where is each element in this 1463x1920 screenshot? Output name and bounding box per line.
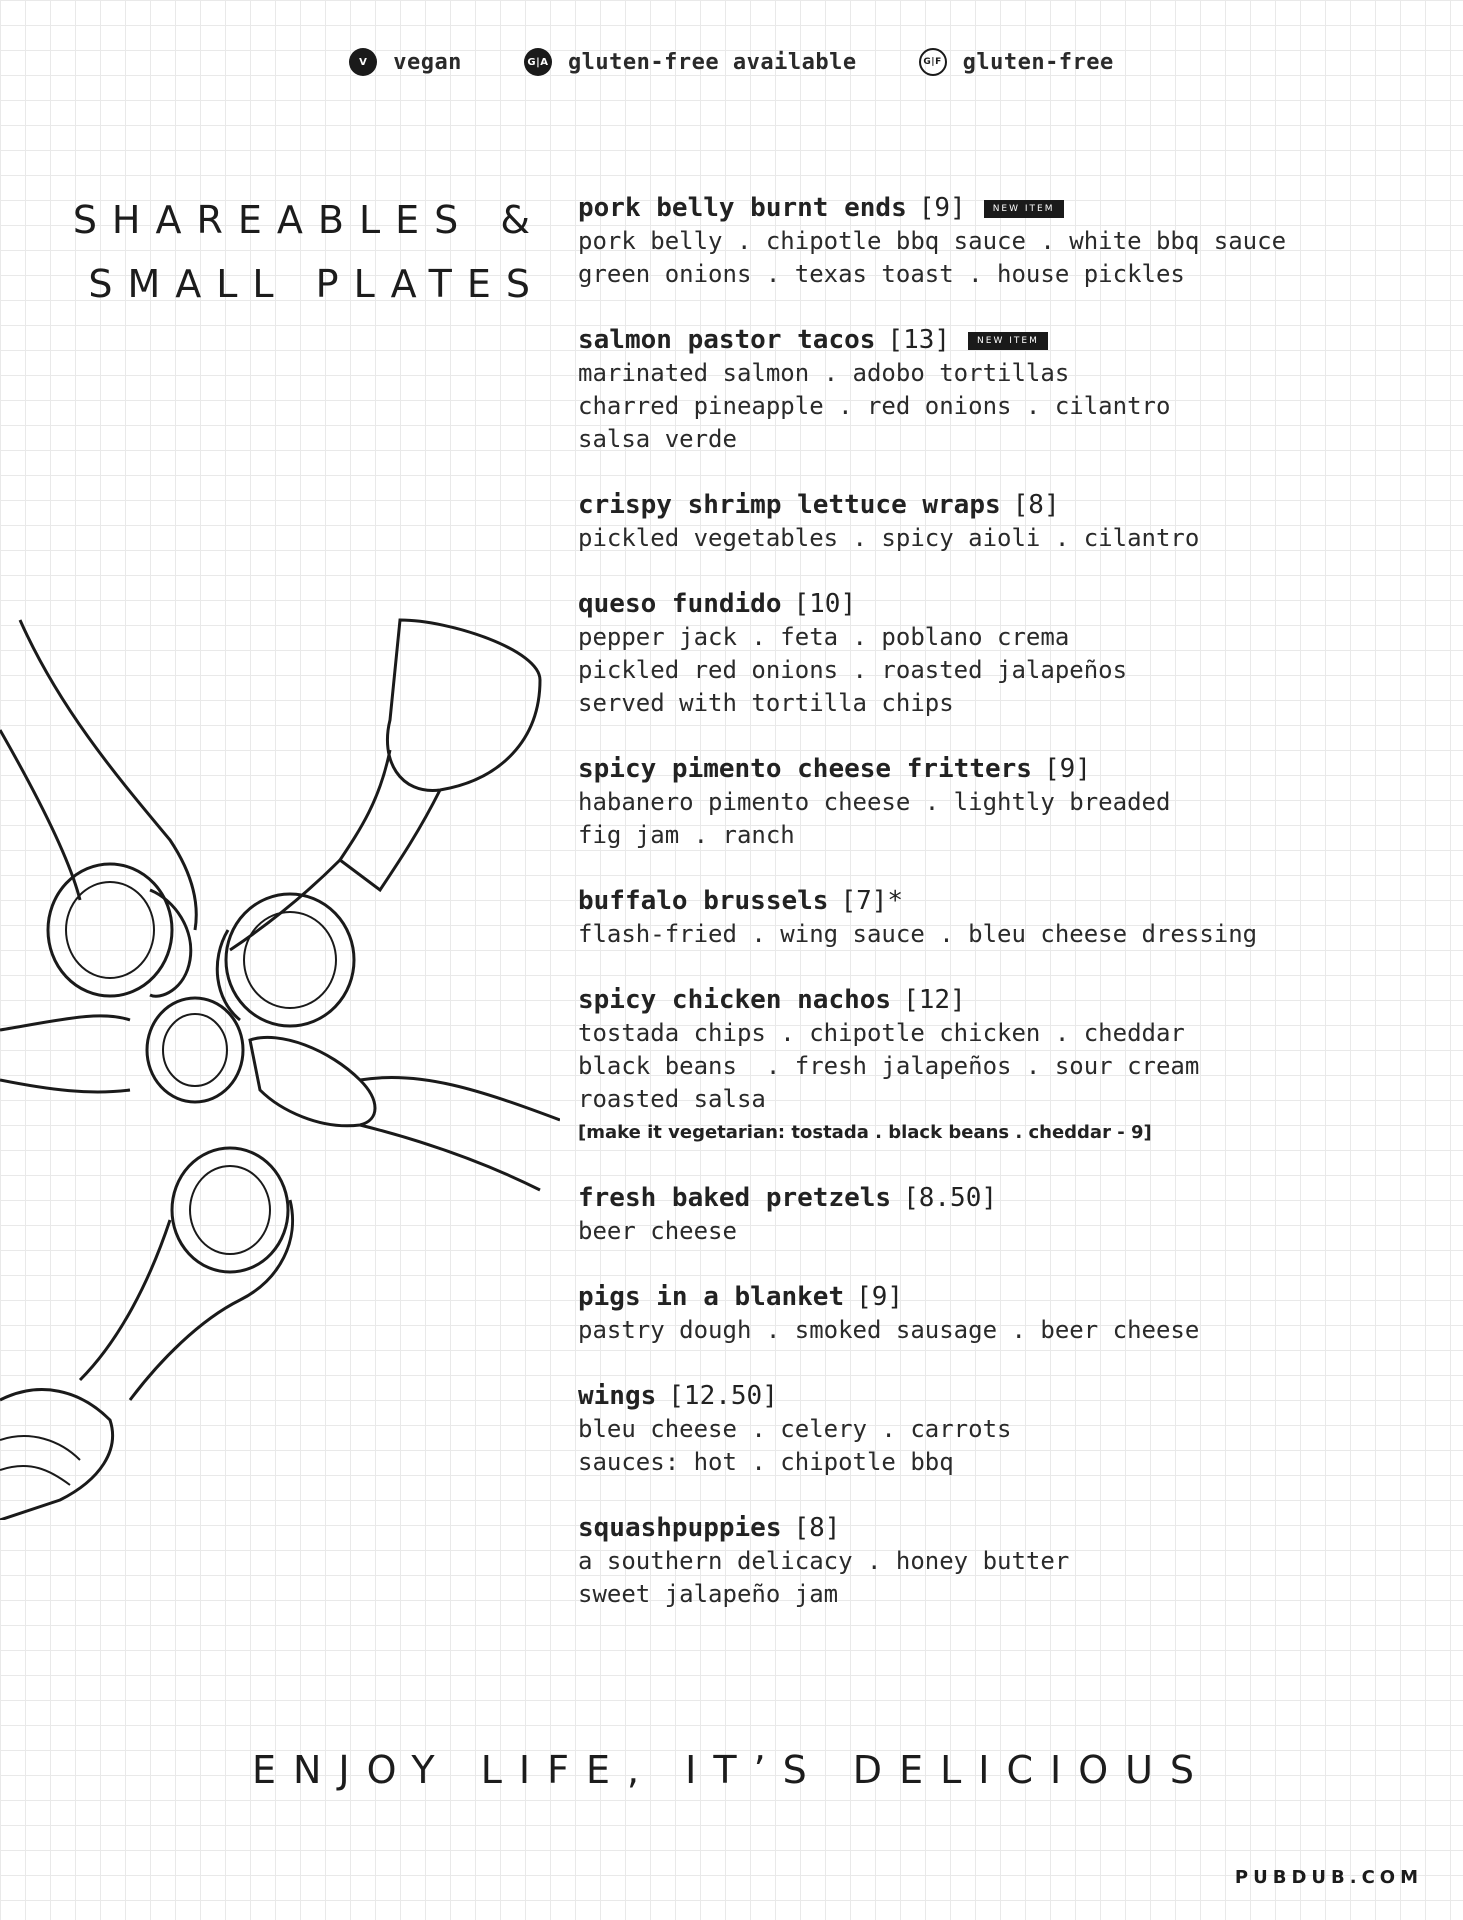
- item-name: pork belly burnt ends: [578, 193, 907, 223]
- item-description: pork belly . chipotle bbq sauce . white bbq sauce: [578, 227, 1287, 255]
- menu-item: [578, 753, 1378, 852]
- item-price: [9]: [856, 1282, 904, 1312]
- menu-item: [578, 1281, 1378, 1347]
- item-price: [9]: [1043, 754, 1091, 784]
- legend-label: gluten-free: [962, 49, 1114, 75]
- item-name: spicy chicken nachos: [578, 985, 892, 1015]
- item-price: [10]: [793, 589, 857, 619]
- item-description: flash-fried . wing sauce . bleu cheese dressing: [578, 920, 1258, 948]
- menu-item: [578, 489, 1378, 555]
- item-description: green onions . texas toast . house pickles: [578, 260, 1185, 288]
- item-description: marinated salmon . adobo tortillas: [578, 359, 1070, 387]
- legend-label: vegan: [393, 49, 462, 75]
- item-name: spicy pimento cheese fritters: [578, 754, 1032, 784]
- dietary-legend: [0, 48, 1463, 76]
- item-name: wings: [578, 1381, 657, 1411]
- vegan-icon: V: [349, 48, 377, 76]
- new-item-badge: NEW ITEM: [984, 200, 1064, 218]
- legend-gluten-free: [919, 48, 1114, 76]
- menu-list: [578, 192, 1378, 1644]
- item-description: tostada chips . chipotle chicken . cheddar: [578, 1019, 1185, 1047]
- menu-item: [578, 1512, 1378, 1611]
- item-price: [7]*: [840, 886, 904, 916]
- item-name: pigs in a blanket: [578, 1282, 845, 1312]
- item-description: served with tortilla chips: [578, 689, 954, 717]
- legend-vegan: [349, 48, 462, 76]
- item-price: [12]: [903, 985, 966, 1015]
- item-price: [8.50]: [903, 1183, 997, 1213]
- menu-item: [578, 192, 1378, 291]
- section-title-line: SHAREABLES &: [72, 198, 545, 242]
- item-price: [8]: [793, 1513, 841, 1543]
- toasting-hands-illustration: [0, 600, 560, 1520]
- item-price: [9]: [918, 193, 966, 223]
- tagline: ENJOY LIFE, IT’S DELICIOUS: [251, 1748, 1212, 1792]
- item-description: sauces: hot . chipotle bbq: [578, 1448, 954, 1476]
- item-name: salmon pastor tacos: [578, 325, 876, 355]
- item-name: buffalo brussels: [578, 886, 829, 916]
- item-name: fresh baked pretzels: [578, 1183, 892, 1213]
- gluten-free-available-icon: G|A: [524, 48, 552, 76]
- legend-gluten-free-available: [524, 48, 857, 76]
- new-item-badge: NEW ITEM: [968, 332, 1048, 350]
- item-price: [8]: [1012, 490, 1060, 520]
- legend-label: gluten-free available: [567, 49, 857, 75]
- item-description: fig jam . ranch: [578, 821, 795, 849]
- section-title: [73, 188, 545, 316]
- item-price: [12.50]: [668, 1381, 778, 1411]
- menu-item: [578, 885, 1378, 951]
- item-description: beer cheese: [578, 1217, 737, 1245]
- item-description: a southern delicacy . honey butter: [578, 1547, 1070, 1575]
- menu-item: [578, 984, 1378, 1149]
- item-description: salsa verde: [578, 425, 737, 453]
- menu-item: [578, 588, 1378, 720]
- section-title-line: SMALL PLATES: [88, 262, 545, 306]
- item-description: roasted salsa: [578, 1085, 766, 1113]
- item-description: pepper jack . feta . poblano crema: [578, 623, 1070, 651]
- item-description: black beans . fresh jalapeños . sour cream: [578, 1052, 1200, 1080]
- menu-item: [578, 1380, 1378, 1479]
- item-description: pickled vegetables . spicy aioli . cilantro: [578, 524, 1200, 552]
- item-name: squashpuppies: [578, 1513, 782, 1543]
- item-price: [13]: [887, 325, 951, 355]
- item-name: queso fundido: [578, 589, 782, 619]
- item-description: charred pineapple . red onions . cilantro: [578, 392, 1171, 420]
- item-description: pickled red onions . roasted jalapeños: [578, 656, 1128, 684]
- item-description: bleu cheese . celery . carrots: [578, 1415, 1012, 1443]
- item-name: crispy shrimp lettuce wraps: [578, 490, 1001, 520]
- item-description: pastry dough . smoked sausage . beer cheese: [578, 1316, 1200, 1344]
- menu-item: [578, 324, 1378, 456]
- website-link[interactable]: PUBDUB.COM: [1234, 1867, 1423, 1888]
- item-description: habanero pimento cheese . lightly breaded: [578, 788, 1171, 816]
- menu-item: [578, 1182, 1378, 1248]
- gluten-free-icon: G|F: [919, 48, 947, 76]
- item-note: [make it vegetarian: tostada . black beans . cheddar - 9]: [578, 1122, 1152, 1143]
- item-description: sweet jalapeño jam: [578, 1580, 839, 1608]
